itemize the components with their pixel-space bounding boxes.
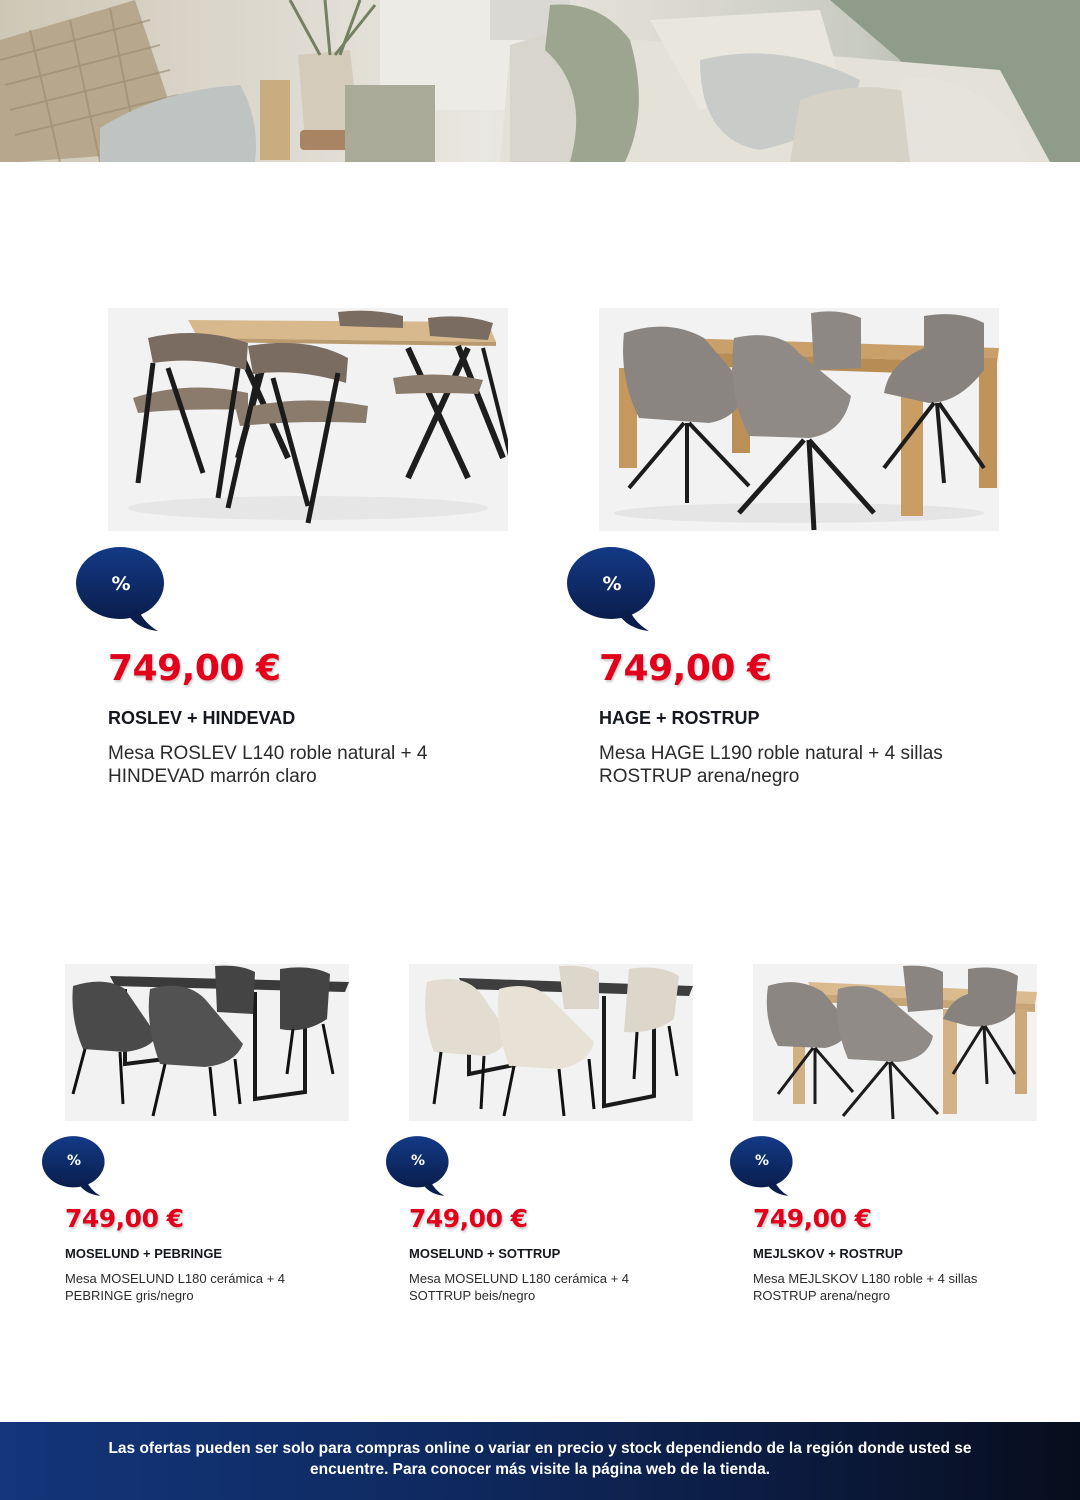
product-image[interactable] [599,308,999,531]
product-price: 749,00 € [753,1204,872,1233]
dining-set-image [753,964,1037,1121]
product-description: Mesa HAGE L190 roble natural + 4 sillas ROSTRUP arena/negro [599,743,943,787]
product-image[interactable] [65,964,349,1121]
product-price: 749,00 € [599,648,772,689]
product-name[interactable]: MOSELUND + PEBRINGE [65,1246,223,1261]
product-image[interactable] [108,308,508,531]
discount-badge [567,545,657,633]
dining-set-image [599,308,999,531]
product-image[interactable] [753,964,1037,1121]
product-name[interactable]: MOSELUND + SOTTRUP [409,1246,561,1261]
disclaimer-text: Las ofertas pueden ser solo para compras online o variar en precio y stock dependiendo de la región donde usted se encuentre. Para conocer más visite la página web de la tienda. [108,1440,972,1478]
hero-banner-image [0,0,1080,162]
product-name[interactable]: MEJLSKOV + ROSTRUP [753,1246,903,1261]
product-description: Mesa MOSELUND L180 cerámica + 4 PEBRINGE gris/negro [65,1271,286,1303]
dining-set-image [65,964,349,1121]
discount-badge [386,1134,450,1198]
percent-label: % [66,1153,82,1169]
product-description: Mesa MOSELUND L180 cerámica + 4 SOTTRUP beis/negro [409,1271,630,1303]
product-price: 749,00 € [409,1204,528,1233]
discount-badge [730,1134,794,1198]
discount-badge [76,545,166,633]
product-image[interactable] [409,964,693,1121]
footer-disclaimer-bar [0,1422,1080,1500]
living-room-photo [0,0,1080,162]
percent-label: % [111,573,131,595]
discount-badge [42,1134,106,1198]
product-name[interactable]: ROSLEV + HINDEVAD [108,708,296,728]
product-price: 749,00 € [65,1204,184,1233]
product-description: Mesa MEJLSKOV L180 roble + 4 sillas ROSTRUP arena/negro [753,1271,978,1303]
product-price: 749,00 € [108,648,281,689]
product-description: Mesa ROSLEV L140 roble natural + 4 HINDEVAD marrón claro [108,743,428,787]
product-name[interactable]: HAGE + ROSTRUP [599,708,760,728]
dining-set-image [409,964,693,1121]
percent-label: % [410,1153,426,1169]
percent-label: % [754,1153,770,1169]
dining-set-image [108,308,508,531]
percent-label: % [602,573,622,595]
